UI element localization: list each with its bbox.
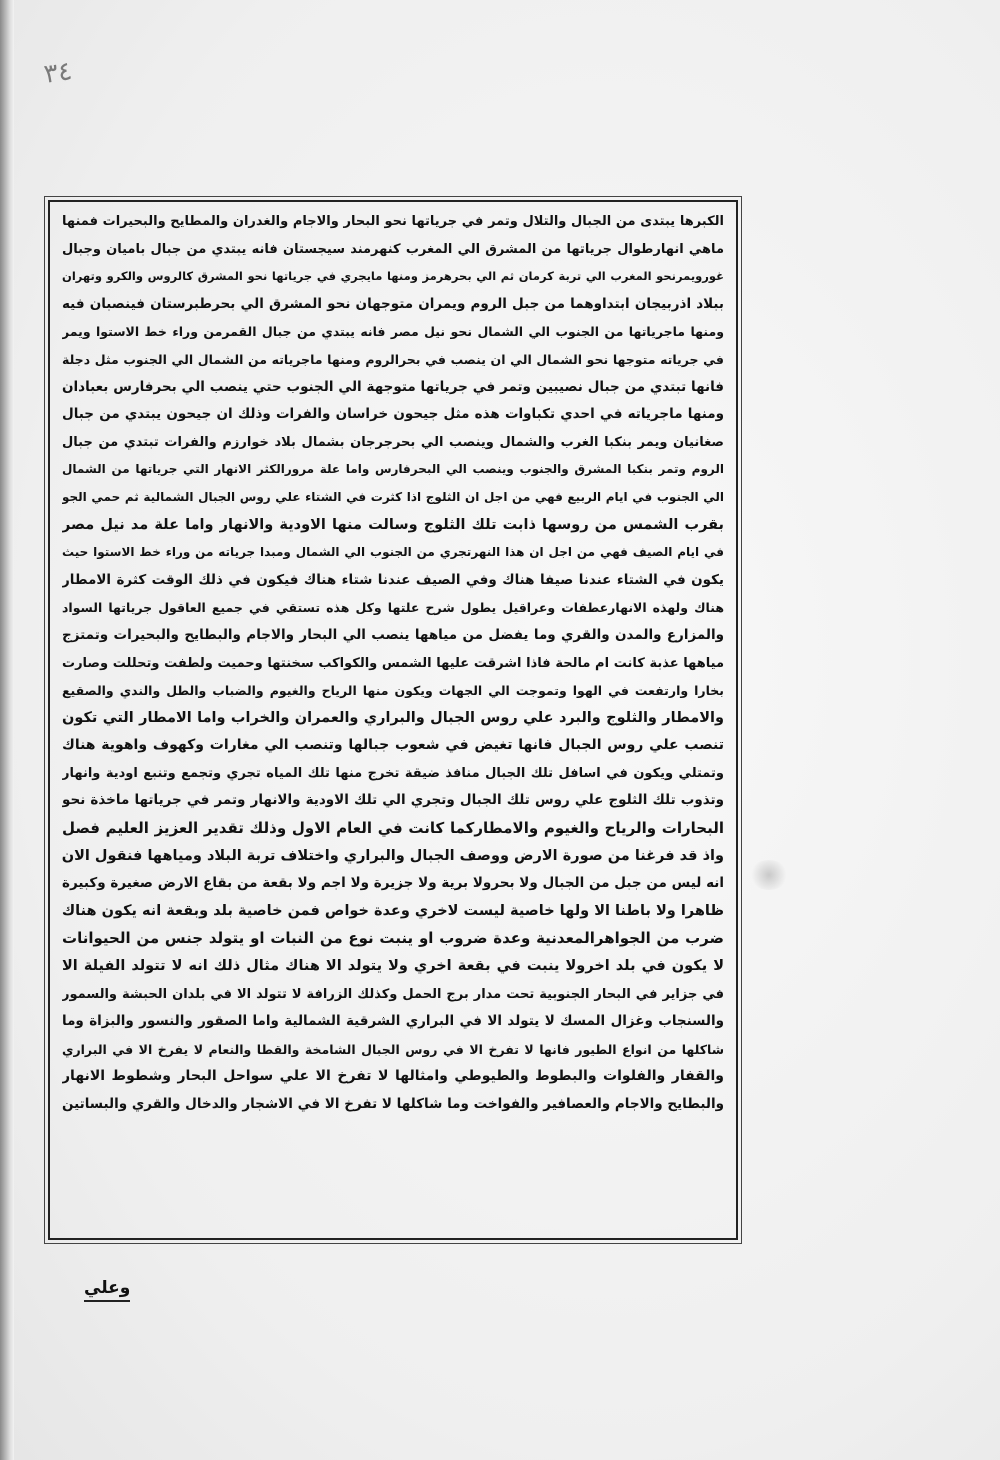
scan-edge-shadow	[0, 0, 14, 1460]
text-line: ومنها ماجرياته في احدي تكباوات هذه مثل جيحون خراسان والفرات وذلك ان جيحون يبتدي من جبال	[62, 406, 724, 423]
text-line: الي الجنوب في ايام الربيع فهي من اجل ان الثلوج اذا كثرت في الشتاء علي روس الجبال الشمالية ثم حمي الجو	[62, 489, 724, 504]
text-line: صغانيان ويمر بنكبا الغرب والشمال وينصب الي بحرجرجان بشمال بلاد خوارزم والفرات تبتدي من جبال	[62, 434, 724, 450]
text-line: في ايام الصيف فهي من اجل ان هذا النهرتجري من الجنوب الي الشمال ومبدا جرياته من وراء خط الاستوا حيث	[62, 545, 724, 560]
text-line: والبطايح والاجام والعصافير والفواخت وما شاكلها لا تفرخ الا في الاشجار والدخال والقري والبساتين	[62, 1096, 724, 1112]
text-line: انه ليس من جبل من الجبال ولا بحرولا برية ولا جزيرة ولا اجم ولا بقعة من بقاع الارض صغيرة وكبيرة	[62, 875, 724, 892]
text-line: والمزارع والمدن والقري وما يفضل من مياهها ينصب الي البحار والاجام والبطايح والبحيرات وتمتزج	[62, 626, 724, 643]
text-line: ببلاد اذربيجان ابتداوهما من جبل الروم ويمران متوجهان نحو المشرق الي بحرطبرستان فينصبان فيه	[62, 295, 724, 312]
paper-stain	[749, 860, 789, 890]
text-line: ضرب من الجواهرالمعدنية وعدة ضروب او ينبت نوع من النبات او يتولد جنس من الحيوانات	[62, 929, 724, 948]
text-line: والامطار والثلوج والبرد علي روس الجبال والبراري والعمران والخراب واما الامطار التي تكون	[62, 709, 724, 726]
text-line: شاكلها من انواع الطيور فانها لا تفرخ الا في روس الجبال الشامخة والقطا والنعام لا يفرخ الا في البراري	[62, 1041, 724, 1057]
text-line: في جرياته متوجها نحو الشمال الي ان ينصب في بحرالروم ومنها ماجرياته من الشمال الي الجنوب مثل دجلة	[62, 351, 724, 367]
text-line: بقرب الشمس من روسها ذابت تلك الثلوج وسالت منها الاودية والانهار واما علة مد نيل مصر	[62, 516, 724, 533]
text-line: فانها تبتدي من جبال نصيبين وتمر في جرياتها متوجهة الي الجنوب حتي ينصب الي بحرفارس بعبادان	[62, 378, 724, 395]
text-line: مياهها عذبة كانت ام مالحة فاذا اشرقت عليها الشمس والكواكب سخنتها وحميت ولطفت وتحللت وصارت	[62, 655, 724, 671]
text-line: غورويمرنحو المغرب الي تربة كرمان ثم الي بحرهرمز ومنها مايجري في جرياتها نحو المشرق كالروس والكرو وتهران	[62, 269, 724, 284]
text-line: يكون في الشتاء عندنا صيفا هناك وفي الصيف عندنا شتاء هناك فيكون في ذلك الوقت كثرة الامطار	[62, 571, 724, 588]
text-line: بخارا وارتفعت في الهوا وتموجت الي الجهات ويكون منها الرياح والغيوم والضباب والطل والندي والصقيع	[62, 683, 724, 699]
text-line: هناك ولهذه الانهارعطفات وعراقيل يطول شرح علتها وكل هذه تستقي في جميع العاقول جرياتها السواد	[62, 600, 724, 616]
manuscript-page	[14, 0, 1000, 1460]
text-line: ومنها ماجرياتها من الجنوب الي الشمال نحو نيل مصر فانه يبتدي من جبال القمرمن وراء خط الاستوا ويمر	[62, 324, 724, 340]
catchword: وعلي	[84, 1278, 130, 1302]
text-line: واذ قد فرغنا من صورة الارض ووصف الجبال والبراري واختلاف تربة البلاد ومياهها فنقول الان	[62, 847, 724, 864]
folio-number: ٣٤	[42, 56, 74, 90]
manuscript-text	[62, 208, 724, 1119]
text-line: الكبرها يبتدى من الجبال والتلال وتمر في جرياتها نحو البحار والاجام والغدران والمطايح والبحيرات فمنها	[62, 214, 724, 229]
text-line: تنصب علي روس الجبال فانها تغيض في شعوب جبالها وتنصب الي مغارات وكهوف واهوية هناك	[62, 737, 724, 754]
text-line: البحارات والرياح والغيوم والامطاركما كانت في العام الاول وذلك تقدير العزيز العليم فصل	[62, 819, 724, 838]
text-line: وتمتلي ويكون في اسافل تلك الجبال منافذ ضيقة تخرج منها تلك المياه تجري وتجمع وتنبع اودية وانهار	[62, 765, 724, 781]
text-line: والسنجاب وغزال المسك لا يتولد الا في البراري الشرقية الشمالية واما الصقور والنسور والبزاة وما	[62, 1013, 724, 1030]
text-line: وتذوب تلك الثلوج علي روس تلك الجبال وتجري الي تلك الاودية والانهار وتمر في جرياتها ماخذة نحو	[62, 792, 724, 809]
text-line: الروم وتمر بنكبا المشرق والجنوب وينصب الي البحرفارس واما علة مرورالكثر الانهار التي جرياتها من الشمال	[62, 462, 724, 477]
text-line: في جزاير في البحار الجنوبية تحت مدار برج الحمل وكذلك الزرافة لا تتولد الا في بلدان الحبشة والسمور	[62, 986, 724, 1002]
text-block-frame	[48, 200, 738, 1240]
text-line: والقفار والفلوات والبطوط والطيوطي وامثالها لا تفرخ الا علي سواحل البحار وشطوط الانهار	[62, 1068, 724, 1085]
text-line: ماهي انهارطوال جرياتها من المشرق الي المغرب كنهرمند سيجستان فانه يبتدي من جبال باميان وجبال	[62, 241, 724, 257]
text-line: لا يكون في بلد اخرولا ينبت في بقعة اخري ولا يتولد الا هناك مثال ذلك انه لا تتولد الفيلة الا	[62, 958, 724, 975]
text-line: ظاهرا ولا باطنا الا ولها خاصية ليست لاخري وعدة خواص فمن خاصية بلد وبقعة انه يكون هناك	[62, 902, 724, 919]
